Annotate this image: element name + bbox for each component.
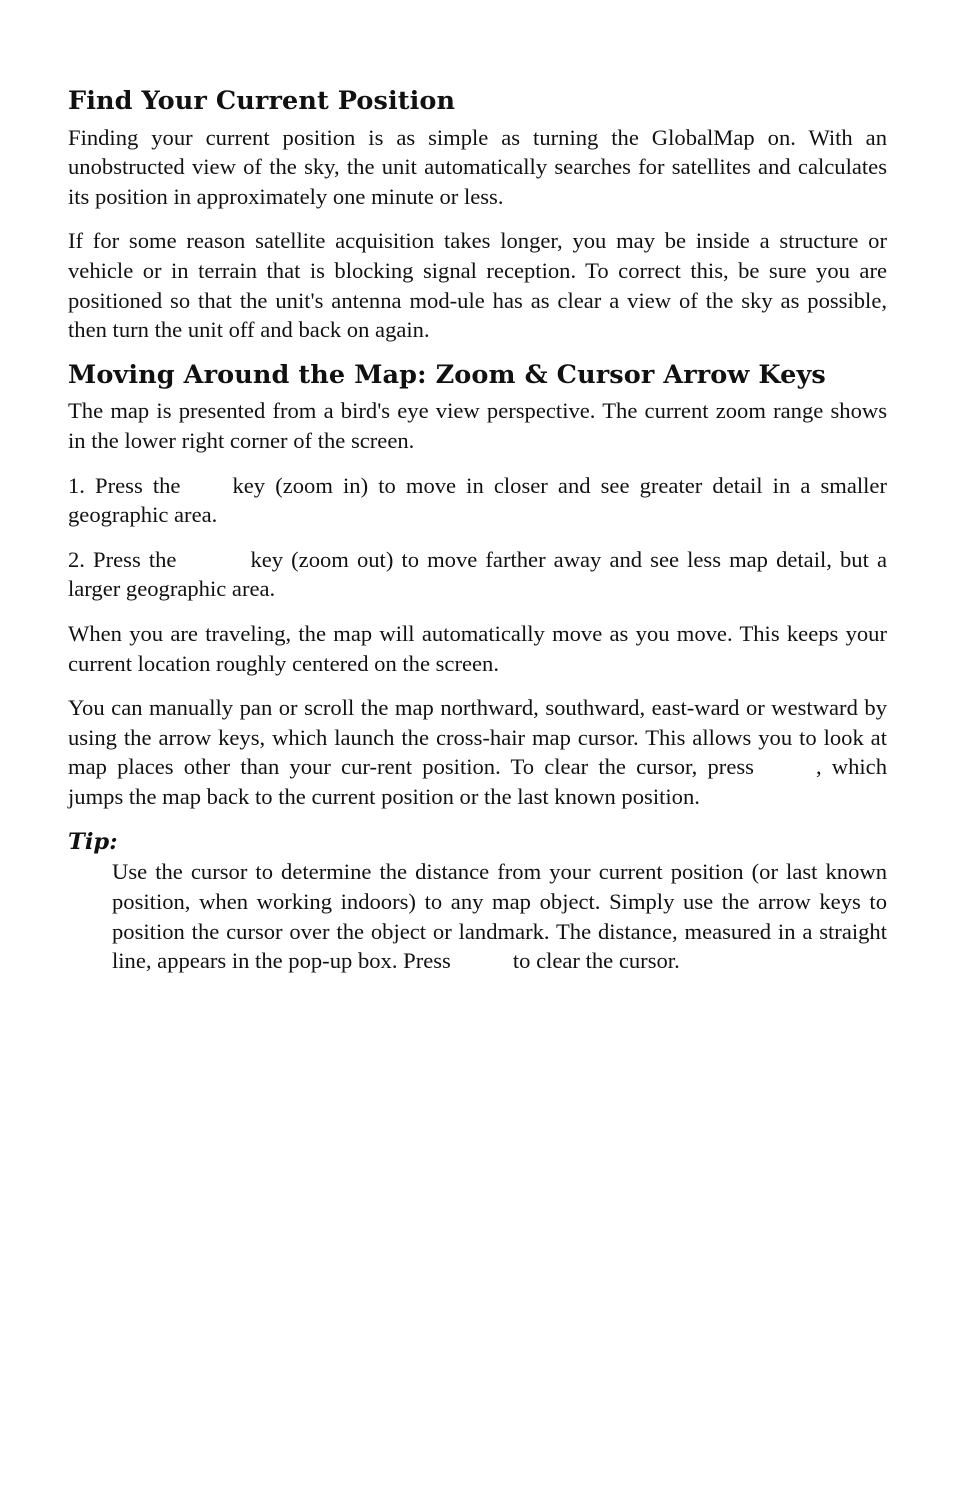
paragraph-find-position-1: Finding your current position is as simple as turning the GlobalMap on. With an unobstructed view of the sky, the unit automatically searches for satellites and calculates its position in approximately one minute or less.	[68, 124, 887, 209]
section-heading-find-position: Find Your Current Position	[68, 86, 456, 116]
tip-body-text: to clear the cursor.	[512, 948, 680, 974]
paragraph-traveling: When you are traveling, the map will automatically move as you move. This keeps your current location roughly centered on the screen.	[68, 620, 887, 676]
pan-scroll-text: , which jumps the map back to the current position or the last known position.	[68, 754, 888, 809]
step-zoom-out-text: key (zoom out) to move farther away and see less map detail, but a larger geographic area.	[68, 546, 887, 602]
paragraph-step-zoom-in	[68, 471, 887, 530]
tip-body-lead: Use the cursor to determine the distance from your current position (or last known position, when working indoors) to any map object. Simply use the arrow keys to position the cursor over the object or landmark. The distance, measured in a straight line, appears in the pop-up box. Press	[112, 859, 887, 974]
step-zoom-in-lead: 1. Press the	[68, 472, 181, 498]
pan-scroll-lead: You can manually pan or scroll the map northward, southward, east-ward or westward by using the arrow keys, which launch the cross-hair map cursor. This allows you to look at map places other than your cur-rent position. To clear the cursor, press	[68, 695, 887, 780]
paragraph-step-zoom-out	[68, 545, 887, 604]
tip-body	[112, 857, 887, 975]
step-zoom-out-lead: 2. Press the	[68, 546, 177, 572]
section-heading-moving-map: Moving Around the Map: Zoom & Cursor Arrow Keys	[68, 359, 826, 390]
tip-heading: Tip:	[68, 829, 118, 856]
paragraph-find-position-2: If for some reason satellite acquisition takes longer, you may be inside a structure or vehicle or in terrain that is blocking signal reception. To correct this, be sure you are positioned so that the unit's antenna mod-ule has as clear a view of the sky as possible, then turn the unit off and back on again.	[68, 228, 887, 343]
paragraph-pan-scroll	[68, 693, 887, 811]
step-zoom-in-text: key (zoom in) to move in closer and see greater detail in a smaller geographic area.	[68, 472, 887, 528]
paragraph-moving-map-intro: The map is presented from a bird's eye view perspective. The current zoom range shows in the lower right corner of the screen.	[68, 398, 887, 453]
page-content	[68, 86, 887, 991]
